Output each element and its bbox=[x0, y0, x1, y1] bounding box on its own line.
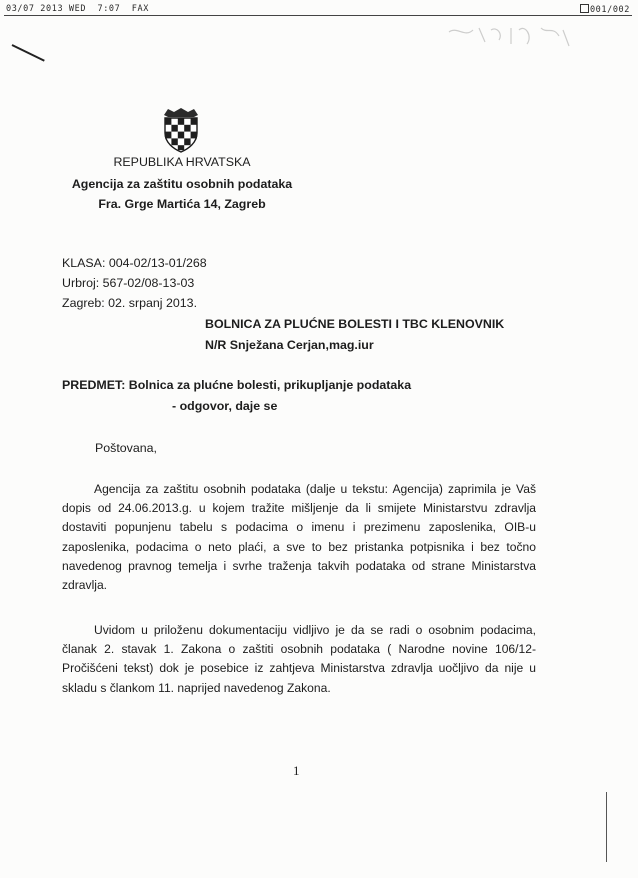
recipient-attention: N/R Snježana Cerjan,mag.iur bbox=[205, 338, 374, 352]
header-country: REPUBLIKA HRVATSKA bbox=[113, 155, 251, 169]
checkbox-icon bbox=[580, 4, 589, 13]
paragraph-1-line: zaposlenika, podacima o neto plaći, a sve to bez pristanka potpisnika i bez točno bbox=[62, 539, 536, 554]
paragraph-2-line: skladu s člankom 11. naprijed navedenog Zakona. bbox=[62, 680, 331, 695]
paragraph-2-line: članak 2. stavak 1. Zakona o zaštiti osobnih podataka ( Narodne novine 106/12- bbox=[62, 642, 536, 657]
fax-page-count: 001/002 bbox=[589, 5, 630, 15]
page-number: 1 bbox=[293, 763, 300, 778]
paragraph-2-line: Uvidom u priloženu dokumentaciju vidljivo je da se radi o osobnim podacima, bbox=[94, 623, 536, 637]
paragraph-1-line: dostaviti popunjenu tabelu s podacima o imenu i prezimenu zaposlenika, OIB-u bbox=[62, 520, 536, 535]
paragraph-1-line: Agencija za zaštitu osobnih podataka (dalje u tekstu: Agencija) zaprimila je Vaš bbox=[94, 482, 536, 496]
paragraph-1 bbox=[62, 480, 536, 595]
header-agency: Agencija za zaštitu osobnih podataka bbox=[71, 177, 293, 191]
fax-header-rule bbox=[4, 15, 632, 16]
paragraph-1-line: zdravlja. bbox=[62, 578, 108, 593]
paragraph-1-line: dopis od 24.06.2013.g. u kojem tražite mišljenje da li smijete Ministarstvu zdravlja bbox=[62, 501, 536, 516]
subject-text: Bolnica za plućne bolesti, prikupljanje podataka bbox=[125, 378, 412, 392]
handwritten-registry-scribble bbox=[445, 22, 575, 52]
meta-klasa: KLASA: 004-02/13-01/268 bbox=[62, 256, 207, 270]
pen-stroke-mark bbox=[12, 44, 45, 62]
paragraph-1-line: navedenog pravnog temelja i svrhe traženja takvih podataka od strane Ministarstva bbox=[62, 558, 536, 573]
meta-urbroj: Urbroj: 567-02/08-13-03 bbox=[62, 276, 195, 290]
subject-line bbox=[62, 378, 411, 392]
subject-label: PREDMET: bbox=[62, 378, 126, 392]
subject-continuation: - odgovor, daje se bbox=[172, 399, 278, 413]
paragraph-2-line: Pročišćeni tekst) dok je posebice iz zahtjeva Ministarstva zdravlja uočljivo da nije u bbox=[62, 661, 536, 676]
meta-date: Zagreb: 02. srpanj 2013. bbox=[62, 296, 198, 310]
scan-margin-line bbox=[606, 792, 607, 862]
paragraph-2 bbox=[62, 621, 536, 698]
header-address: Fra. Grge Martića 14, Zagreb bbox=[98, 197, 266, 211]
salutation: Poštovana, bbox=[95, 441, 157, 455]
recipient-name: BOLNICA ZA PLUĆNE BOLESTI I TBC KLENOVNIK bbox=[205, 317, 505, 331]
croatian-coat-of-arms-icon bbox=[160, 107, 202, 153]
fax-transmission-info: 03/07 2013 WED 7:07 FAX bbox=[6, 4, 149, 14]
fax-page-counter bbox=[580, 4, 630, 15]
